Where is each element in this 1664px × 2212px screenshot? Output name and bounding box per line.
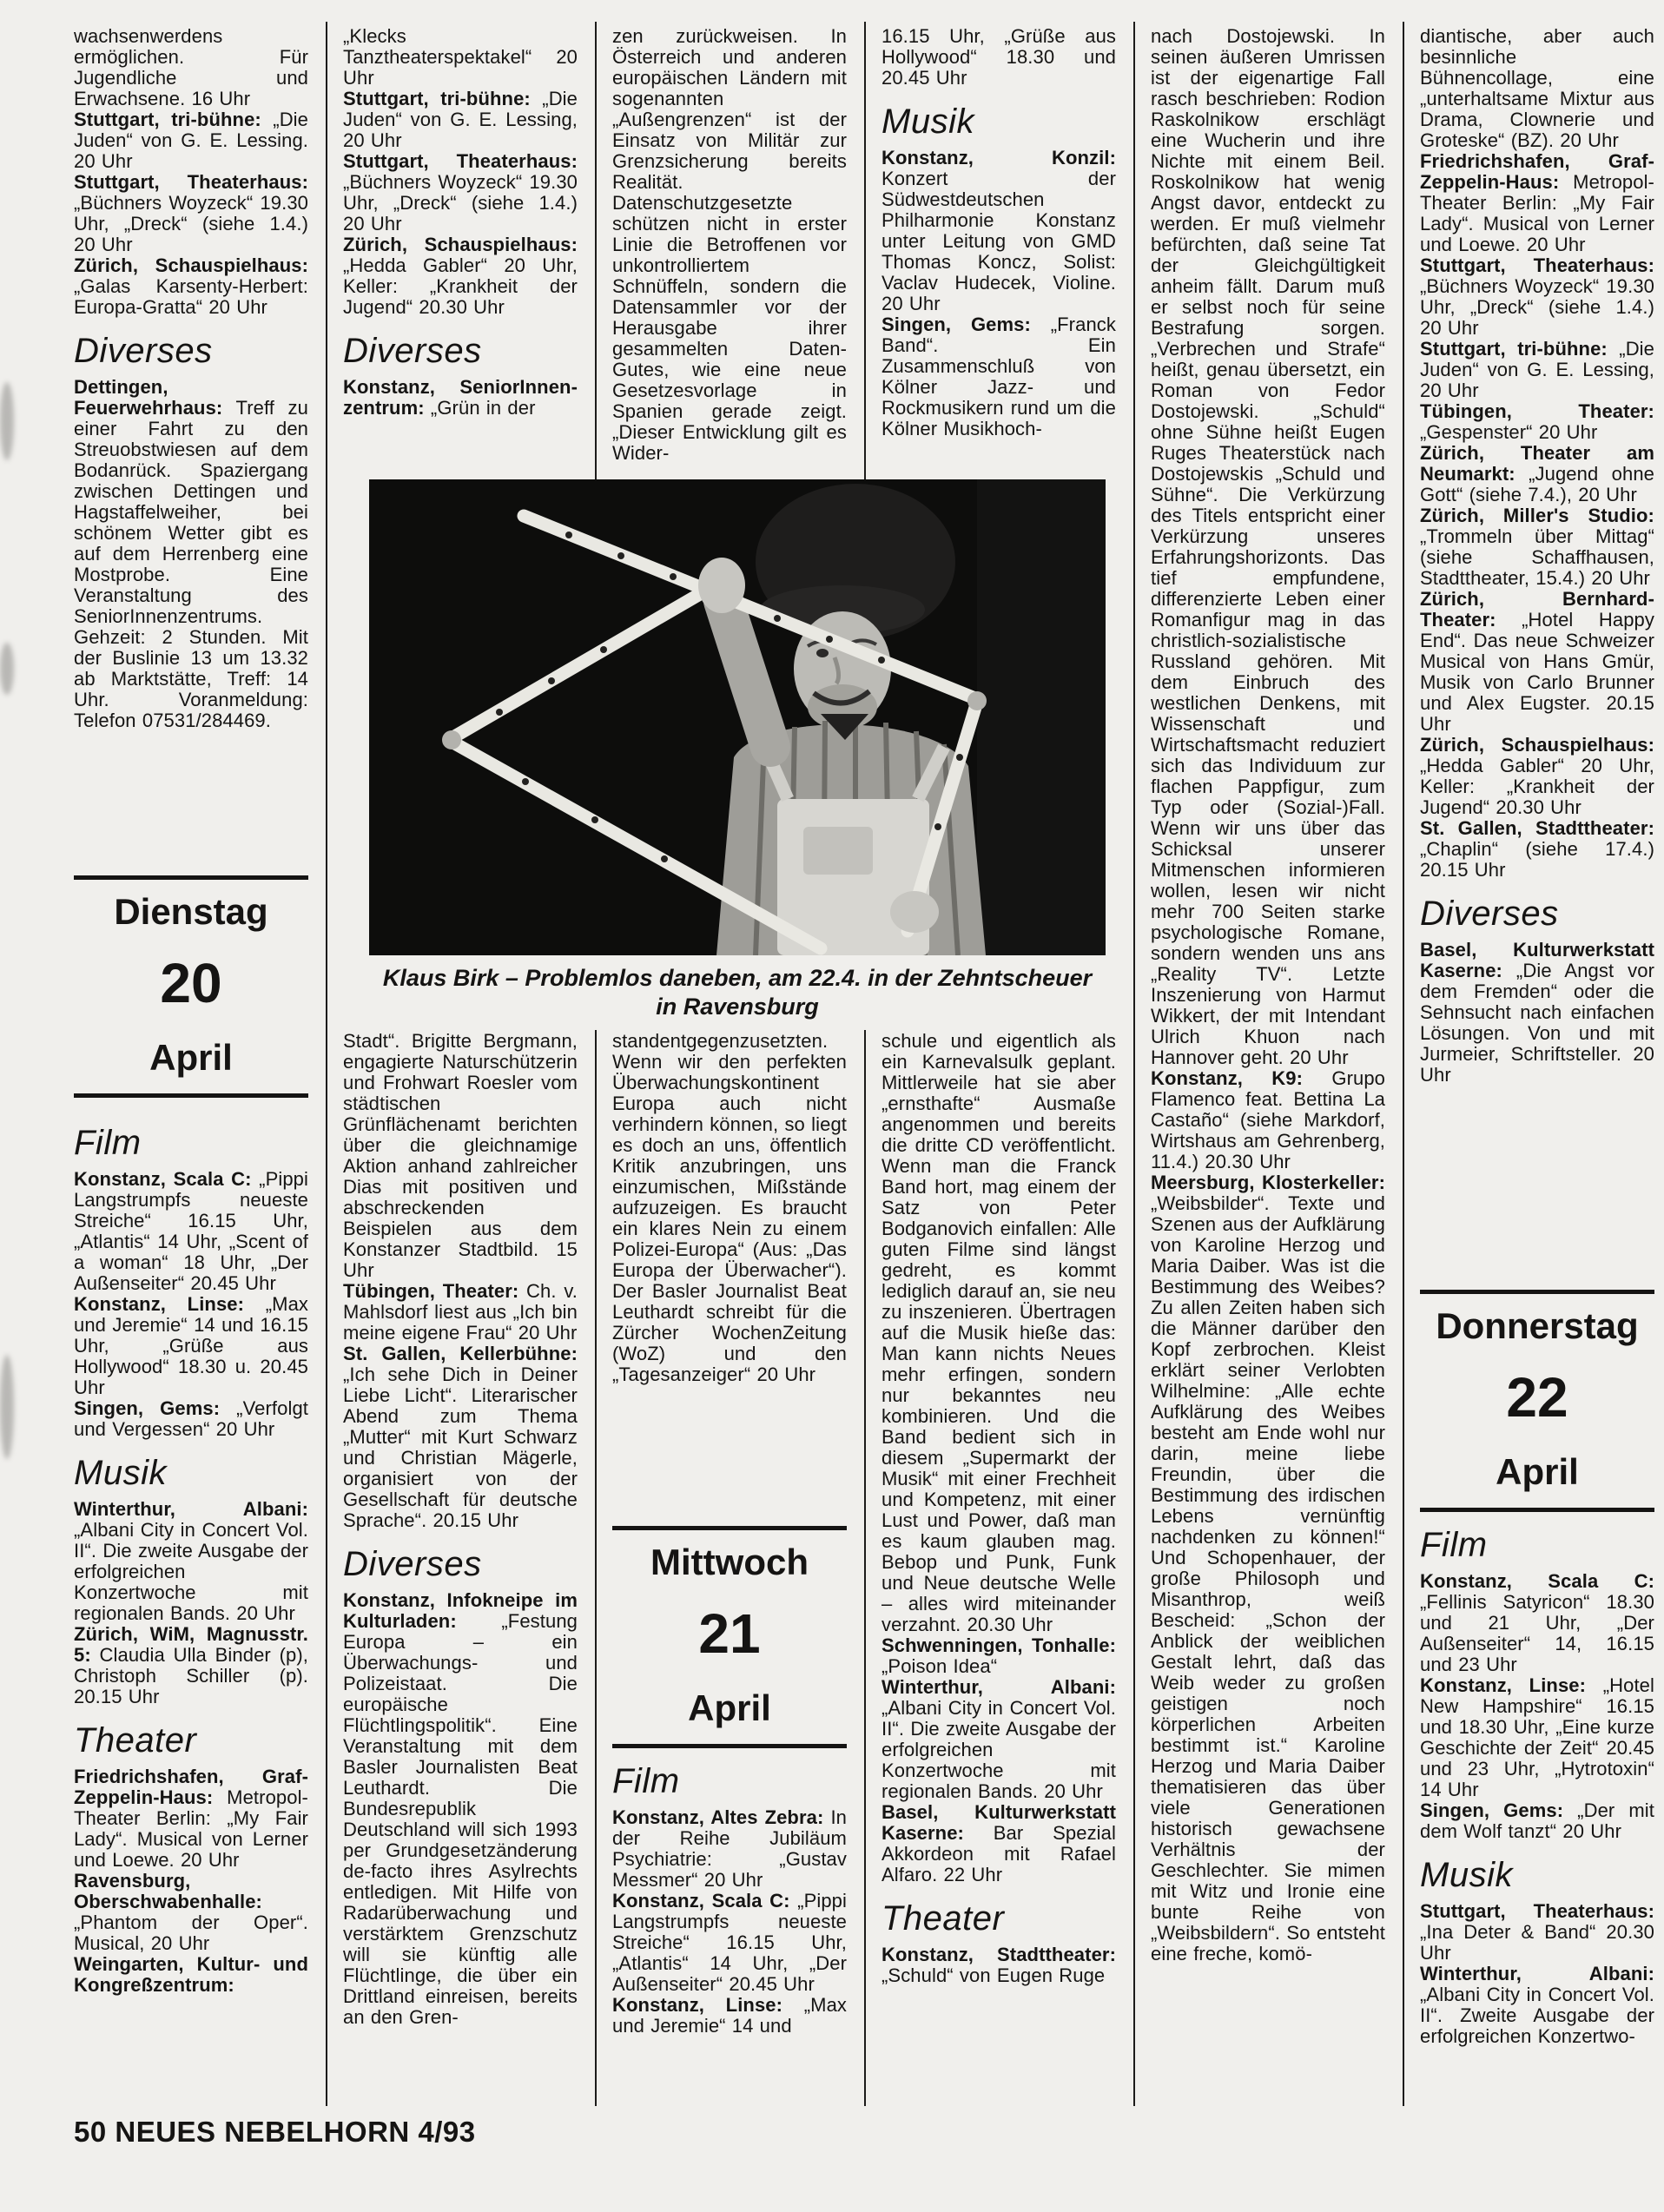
listing-entry	[1420, 1964, 1654, 2047]
listing-entry	[74, 1169, 308, 1294]
section-header: Diverses	[343, 1545, 482, 1583]
scan-artifact	[0, 382, 14, 460]
day-number: 22	[1506, 1366, 1568, 1429]
column-3-middle	[612, 1031, 847, 1526]
listing-entry	[1420, 1800, 1654, 1842]
venue-name: Konstanz, Stadttheater:	[882, 1944, 1116, 1965]
listing-entry	[1420, 443, 1654, 505]
day-month: April	[1496, 1451, 1579, 1492]
event-photo	[369, 479, 1106, 955]
listing-entry	[74, 172, 308, 255]
listing-text: „Die Juden“ von G. E. Lessing. 20 Uhr	[74, 109, 308, 172]
column-3	[612, 26, 847, 2047]
listing-text: In der Reihe Jubiläum Psychiatrie: „Gustav Messmer“ 20 Uhr	[612, 1806, 847, 1891]
listing-text: „Weibsbilder“. Texte und Szenen aus der Aufklärung von Karoline Herzog und Maria Daiber. Was ist die Bestimmung des Weibes? Zu allen Zeiten haben sich die Männer darüber den Kopf zerbrochen. Kleist erklärt seiner Verlobten Wilhelmine: „Alle echte Aufklärung des Weibes besteht am Ende wohl nur darin, meine liebe Freundin, über die Bestimmung des irdischen Lebens vernünftig nachdenken zu können!“ Und Schopenhauer, der große Philosoph und Misanthrop, weiß Bescheid: „Schon der Anblick der weiblichen Gestalt lehrt, daß das Weib weder zu großen geistigen noch körperlichen Arbeiten bestimmt ist.“ Karoline Herzog und Maria Daiber thematisieren das über viele Generationen historisch gewachsene Verhältnis der Geschlechter. Sie mimen mit Witz und Ironie eine bunte Reihe von „Weibsbildern“. So entsteht eine freche, komö-	[1151, 1192, 1385, 1964]
listing-text: „Pippi Langstrumpfs neueste Streiche“ 16.15 Uhr, „Atlantis“ 14 Uhr, „Scent of a woman“ 18 Uhr, „Der Außenseiter“ 20.45 Uhr	[74, 1168, 308, 1294]
photo-caption: Klaus Birk – Problemlos daneben, am 22.4. in der Zehntscheuer in Ravensburg	[382, 965, 1093, 1020]
continuation-text: „Klecks Tanztheaterspektakel“ 20 Uhr	[343, 26, 578, 89]
continuation-text: wachsenwerdens ermöglichen. Für Jugendliche und Erwachsene. 16 Uhr	[74, 26, 308, 109]
column-5	[1151, 26, 1385, 2047]
venue-name: Zürich, Theater am Neumarkt:	[1420, 442, 1654, 485]
venue-name: Stuttgart, tri-bühne:	[343, 88, 531, 109]
venue-name: Konstanz, Linse:	[74, 1293, 245, 1315]
section-header: Film	[74, 1124, 142, 1162]
venue-name: Konstanz, SeniorInnen-zentrum:	[343, 376, 578, 419]
listing-entry	[343, 1344, 578, 1531]
section-header: Musik	[882, 102, 974, 141]
venue-name: Stuttgart, Theaterhaus:	[74, 171, 308, 193]
day-number: 21	[698, 1602, 761, 1665]
column-1-top	[74, 26, 308, 875]
section-header: Diverses	[74, 332, 213, 370]
column-layout	[74, 26, 1654, 2047]
listing-text: Ch. v. Mahlsdorf liest aus „Ich bin meine eigene Frau“ 20 Uhr	[343, 1280, 578, 1344]
column-4-bottom	[882, 1031, 1116, 1986]
venue-name: Ravensburg, Oberschwabenhalle:	[74, 1870, 262, 1912]
listing-text: „Phantom der Oper“. Musical, 20 Uhr	[74, 1912, 308, 1954]
listing-text: „Max und Jeremie“ 14 und 16.15 Uhr, „Grüße aus Hollywood“ 18.30 u. 20.45 Uhr	[74, 1293, 308, 1398]
listing-text: „Hedda Gabler“ 20 Uhr, Keller: „Krankheit der Jugend“ 20.30 Uhr	[343, 254, 578, 318]
column-2-bottom	[343, 1031, 578, 2028]
listing-text: „Grün in der	[424, 397, 536, 419]
venue-name: Konstanz, Scala C:	[612, 1890, 790, 1912]
venue-name: Winterthur, Albani:	[74, 1498, 308, 1520]
listing-text: Claudia Ulla Binder (p), Christoph Schiller (p). 20.15 Uhr	[74, 1644, 308, 1707]
listing-entry	[1151, 1172, 1385, 1964]
listing-entry	[74, 1766, 308, 1871]
section-header: Film	[612, 1762, 680, 1800]
section-header: Theater	[74, 1721, 197, 1760]
venue-name: Singen, Gems:	[1420, 1799, 1564, 1821]
listing-entry	[612, 1891, 847, 1995]
venue-name: Stuttgart, tri-bühne:	[1420, 338, 1608, 360]
listing-text: „Hotel New Hampshire“ 16.15 und 18.30 Uhr, „Eine kurze Geschichte der Zeit“ 20.45 und 23 Uhr, „Hytrotoxin“ 14 Uhr	[1420, 1674, 1654, 1800]
venue-name: Stuttgart, tri-bühne:	[74, 109, 261, 130]
listing-text: „Fellinis Satyricon“ 18.30 und 21 Uhr, „Der Außenseiter“ 14, 16.15 und 23 Uhr	[1420, 1591, 1654, 1675]
listing-entry	[343, 234, 578, 318]
listing-entry	[1420, 1901, 1654, 1964]
continuation-text: zen zurückweisen. In Österreich und anderen europäischen Ländern mit sogenannten „Außengrenzen“ ist der Einsatz von Militär zur Grenzsicherung bereits Realität. Datenschutzgesetzte schützen nicht in erster Linie die Betroffenen vor unkontrolliertem Schnüffeln, sondern die Datensammler vor der Herausgabe ihrer gesammelten Daten-Gutes, wie eine neue Gesetzesvorlage in Spanien gerade zeigt. „Dieser Entwicklung gilt es Wider-	[612, 26, 847, 464]
listing-entry	[882, 1802, 1116, 1885]
listing-entry	[1420, 401, 1654, 443]
continuation-text: 16.15 Uhr, „Grüße aus Hollywood“ 18.30 und 20.45 Uhr	[882, 26, 1116, 89]
column-2	[343, 26, 578, 2047]
column-4	[882, 26, 1116, 2047]
section-header: Musik	[1420, 1856, 1513, 1894]
listing-entry	[74, 377, 308, 731]
venue-name: Zürich, Bernhard-Theater:	[1420, 588, 1654, 631]
column-6-bottom	[1420, 1290, 1654, 2047]
venue-name: Stuttgart, Theaterhaus:	[343, 150, 578, 172]
listing-text: „Gespenster“ 20 Uhr	[1420, 421, 1598, 443]
venue-name: Winterthur, Albani:	[882, 1676, 1116, 1698]
day-name: Donnerstag	[1436, 1305, 1639, 1346]
listing-entry	[1420, 940, 1654, 1086]
scan-artifact	[0, 643, 14, 695]
listing-entry	[74, 109, 308, 172]
venue-name: St. Gallen, Stadttheater:	[1420, 817, 1654, 839]
listing-text: Konzert der Südwestdeutschen Philharmonie Konstanz unter Leitung von GMD Thomas Koncz, Solist: Vaclav Hudecek, Violine. 20 Uhr	[882, 168, 1116, 314]
listing-text: „Chaplin“ (siehe 17.4.) 20.15 Uhr	[1420, 838, 1654, 881]
section-header: Theater	[882, 1899, 1005, 1938]
venue-name: St. Gallen, Kellerbühne:	[343, 1343, 578, 1364]
venue-name: Konstanz, Konzil:	[882, 147, 1116, 168]
listing-entry	[74, 1954, 308, 1996]
venue-name: Tübingen, Theater:	[343, 1280, 519, 1302]
column-6	[1420, 26, 1654, 2047]
listing-text: „Büchners Woyzeck“ 19.30 Uhr, „Dreck“ (siehe 1.4.) 20 Uhr	[343, 171, 578, 234]
section-header: Musik	[74, 1454, 167, 1492]
listing-text: „Festung Europa – ein Überwachungs- und Polizeistaat. Die europäische Flüchtlingspolitik“. Eine Veranstaltung mit dem Basler Journalisten Beat Leuthardt. Die Bundesrepublik Deutschland will sich 1993 per Grundgesetzänderung de-facto ihres Asylrechts entledigen. Mit Hilfe von Radarüberwachung und verstärktem Grenzschutz will sie künftig alle Flüchtlinge, die über ein Drittland einreisen, bereits an den Gren-	[343, 1610, 578, 2028]
listing-text: „Albani City in Concert Vol. II“. Die zweite Ausgabe der erfolgreichen Konzertwoche mit regionalen Bands. 20 Uhr	[882, 1697, 1116, 1802]
venue-name: Tübingen, Theater:	[1420, 400, 1654, 422]
listing-entry	[882, 1635, 1116, 1677]
listing-text: Bar Spezial Akkordeon mit Rafael Alfaro. 22 Uhr	[882, 1822, 1116, 1885]
listing-text: „Pippi Langstrumpfs neueste Streiche“ 16.15 Uhr, „Atlantis“ 14 Uhr, „Der Außenseiter“ 20.45 Uhr	[612, 1890, 847, 1995]
listing-entry	[1420, 818, 1654, 881]
section-header: Film	[1420, 1526, 1488, 1564]
listing-entry	[882, 1677, 1116, 1802]
day-name: Dienstag	[114, 891, 268, 932]
column-3-bottom	[612, 1526, 847, 2037]
column-1	[74, 26, 308, 2047]
listing-entry	[74, 1499, 308, 1624]
listing-text: „Die Juden“ von G. E. Lessing, 20 Uhr	[1420, 338, 1654, 401]
venue-name: Konstanz, Altes Zebra:	[612, 1806, 824, 1828]
listing-text: „Max und Jeremie“ 14 und	[612, 1994, 847, 2037]
venue-name: Konstanz, Linse:	[612, 1994, 783, 2016]
column-6-top	[1420, 26, 1654, 1290]
venue-name: Basel, Kulturwerkstatt Kaserne:	[1420, 939, 1654, 981]
venue-name: Konstanz, Infokneipe im Kulturladen:	[343, 1589, 578, 1632]
venue-name: Friedrichshafen, Graf-Zeppelin-Haus:	[74, 1766, 308, 1808]
continuation-text: diantische, aber auch besinnliche Bühnencollage, eine „unterhaltsame Mixtur aus Drama, Clownerie und Groteske“ (BZ). 20 Uhr	[1420, 26, 1654, 151]
venue-name: Meersburg, Klosterkeller:	[1151, 1172, 1385, 1193]
listing-text: „Ina Deter & Band“ 20.30 Uhr	[1420, 1921, 1654, 1964]
listing-entry	[343, 377, 578, 419]
listing-entry	[1420, 735, 1654, 818]
listing-entry	[343, 89, 578, 151]
listing-text: „Der mit dem Wolf tanzt“ 20 Uhr	[1420, 1799, 1654, 1842]
photo-illustration	[369, 479, 1106, 955]
listing-text: „Schuld“ von Eugen Ruge	[882, 1964, 1106, 1986]
continuation-text: standentgegenzusetzten. Wenn wir den perfekten Überwachungskontinent Europa auch nicht verhindern können, so liegt es doch an uns, öffentlich Kritik anzubringen, uns einzumischen, Mißstände aufzuzeigen. Es braucht ein klares Nein zu einem Polizei-Europa“ (Aus: „Das Europa der Überwacher“). Der Basler Journalist Beat Leuthardt schreibt für die Zürcher WochenZeitung (WoZ) und den „Tagesanzeiger“ 20 Uhr	[612, 1031, 847, 1385]
listing-text: „Hedda Gabler“ 20 Uhr, Keller: „Krankheit der Jugend“ 20.30 Uhr	[1420, 755, 1654, 818]
venue-name: Zürich, Miller's Studio:	[1420, 505, 1654, 526]
listing-text: „Die Angst vor dem Fremden“ oder die Sehnsucht nach einfachen Lösungen. Von und mit Jurmeier, Schriftsteller. 20 Uhr	[1420, 960, 1654, 1086]
venue-name: Stuttgart, Theaterhaus:	[1420, 1900, 1654, 1922]
venue-name: Konstanz, Scala C:	[74, 1168, 252, 1190]
venue-name: Zürich, Schauspielhaus:	[1420, 734, 1654, 756]
venue-name: Basel, Kulturwerkstatt Kaserne:	[882, 1801, 1116, 1844]
listing-entry	[74, 1398, 308, 1440]
listing-text: „Franck Band“. Ein Zusammenschluß von Kölner Jazz- und Rockmusikern rund um die Kölner Musikhoch-	[882, 314, 1116, 439]
section-header: Diverses	[343, 332, 482, 370]
listing-entry	[882, 1945, 1116, 1986]
listing-text: „Jugend ohne Gott“ (siehe 7.4.), 20 Uhr	[1420, 463, 1654, 505]
venue-name: Singen, Gems:	[882, 314, 1031, 335]
venue-name: Konstanz, K9:	[1151, 1067, 1304, 1089]
listing-entry	[74, 1624, 308, 1707]
listing-text: „Galas Karsenty-Herbert: Europa-Gratta“ 20 Uhr	[74, 275, 308, 318]
day-month: April	[688, 1687, 771, 1728]
column-1-bottom	[74, 1110, 308, 1996]
listing-entry	[343, 1281, 578, 1344]
venue-name: Singen, Gems:	[74, 1397, 221, 1419]
listing-entry	[343, 1590, 578, 2028]
venue-name: Konstanz, Scala C:	[1420, 1570, 1654, 1592]
listing-entry	[74, 1294, 308, 1398]
listing-entry	[1420, 589, 1654, 735]
venue-name: Zürich, Schauspielhaus:	[74, 254, 308, 276]
listing-text: Metropol-Theater Berlin: „My Fair Lady“. Musical von Lerner und Loewe. 20 Uhr	[74, 1786, 308, 1871]
listing-entry	[1420, 1571, 1654, 1675]
section-header: Diverses	[1420, 895, 1559, 933]
column-1-dayheader	[74, 875, 308, 1110]
venue-name: Zürich, WiM, Magnusstr. 5:	[74, 1623, 308, 1666]
listing-text: „Hotel Happy End“. Das neue Schweizer Musical von Hans Gmür, Musik von Carlo Brunner und Alex Eugster. 20.15 Uhr	[1420, 609, 1654, 735]
continuation-text: nach Dostojewski. In seinen äußeren Umrissen ist der eigenartige Fall rasch beschrieben: Rodion Raskolnikow erschlägt eine Wucherin und ihre Nichte mit einem Beil. Roskolnikow hat wenig Angst davor, entdeckt zu werden. Er muß vielmehr befürchten, daß seine Tat der Gleichgültigkeit anheim fällt. Darum muß er selbst noch für seine Bestrafung sorgen. „Verbrechen und Strafe“ heißt, genau übersetzt, ein Roman von Fedor Dostojewski. „Schuld“ ohne Sühne heißt Eugen Ruges Theaterstück nach Dostojewskis „Schuld und Sühne“. Die Verkürzung des Titels entspricht einer Verkürzung unseres Erfahrungshorizonts. Das tief empfundene, differenzierte Leben einer Romanfigur mag in das christlich-sozialistische Russland gehören. Mit dem Einbruch des westlichen Denkens, mit Wissenschaft und Wirtschaftsmacht reduziert sich das Individuum zur flachen Pappfigur, zum Typ oder (Sozial-)Fall. Wenn wir uns über das Schicksal unserer Mitmenschen informieren wollen, lesen wir nicht mehr 700 Seiten starke psychologische Romane, sondern wenden uns ans „Reality TV“. Letzte Inszenierung von Harmut Wikkert, der mit Intendant Ulrich Khuon nach Hannover geht. 20 Uhr	[1151, 26, 1385, 1068]
day-header	[612, 1526, 847, 1748]
photo-caption-box	[369, 955, 1106, 1030]
venue-name: Weingarten, Kultur- und Kongreßzentrum:	[74, 1953, 308, 1996]
day-number: 20	[160, 952, 222, 1014]
listing-text: Treff zu einer Fahrt zu den Streuobstwiesen auf dem Bodanrück. Spaziergang zwischen Dettingen und Hagstaffelweiher, bei schönem Wetter gibt es auf dem Herrenberg eine Mostprobe. Eine Veranstaltung des SeniorInnenzentrums. Gehzeit: 2 Stunden. Mit der Buslinie 13 um 13.32 ab Marktstätte, Treff: 14 Uhr. Voranmeldung: Telefon 07531/284469.	[74, 397, 308, 731]
venue-name: Dettingen, Feuerwehrhaus:	[74, 376, 223, 419]
listing-text: Grupo Flamenco feat. Bettina La Castaño“ (siehe Markdorf, Wirtshaus am Gehrenberg, 11.4.) 20.30 Uhr	[1151, 1067, 1385, 1172]
listing-entry	[612, 1995, 847, 2037]
continuation-text: Stadt“. Brigitte Bergmann, engagierte Naturschützerin und Frohwart Roesler vom städtischen Grünflächenamt berichten über die gleichnamige Aktion anhand zahlreicher Dias mit positiven und abschreckenden Beispielen aus dem Konstanzer Stadtbild. 15 Uhr	[343, 1031, 578, 1281]
listing-text: „Albani City in Concert Vol. II“. Zweite Ausgabe der erfolgreichen Konzertwo-	[1420, 1984, 1654, 2047]
day-header	[1420, 1290, 1654, 1512]
listing-text: „Ich sehe Dich in Deiner Liebe Licht“. Literarischer Abend zum Thema „Mutter“ mit Kurt Schwarz und Christian Mägerle, organisiert von der Gesellschaft für deutsche Sprache“. 20.15 Uhr	[343, 1364, 578, 1531]
listing-text: „Poison Idea“	[882, 1655, 998, 1677]
listing-entry	[74, 255, 308, 318]
listing-text: „Albani City in Concert Vol. II“. Die zweite Ausgabe der erfolgreichen Konzertwoche mit regionalen Bands. 20 Uhr	[74, 1519, 308, 1624]
day-name: Mittwoch	[650, 1542, 809, 1582]
listing-text: „Die Juden“ von G. E. Lessing, 20 Uhr	[343, 88, 578, 151]
day-header	[74, 875, 308, 1098]
venue-name: Friedrichshafen, Graf-Zeppelin-Haus:	[1420, 150, 1654, 193]
venue-name: Zürich, Schauspielhaus:	[343, 234, 578, 255]
column-5-text	[1151, 26, 1385, 1964]
venue-name: Schwenningen, Tonhalle:	[882, 1634, 1116, 1656]
listing-entry	[882, 314, 1116, 439]
venue-name: Konstanz, Linse:	[1420, 1674, 1587, 1696]
listing-text: „Trommeln über Mittag“ (siehe Schaffhausen, Stadttheater, 15.4.) 20 Uhr	[1420, 525, 1654, 589]
listing-text: „Verfolgt und Vergessen“ 20 Uhr	[74, 1397, 308, 1440]
listing-entry	[1420, 151, 1654, 255]
listing-text: „Büchners Woyzeck“ 19.30 Uhr, „Dreck“ (siehe 1.4.) 20 Uhr	[1420, 275, 1654, 339]
listing-entry	[1420, 1675, 1654, 1800]
listing-entry	[343, 151, 578, 234]
listing-text: „Büchners Woyzeck“ 19.30 Uhr, „Dreck“ (siehe 1.4.) 20 Uhr	[74, 192, 308, 255]
day-month: April	[149, 1037, 233, 1078]
listing-entry	[882, 148, 1116, 314]
venue-name: Winterthur, Albani:	[1420, 1963, 1654, 1984]
listing-entry	[612, 1807, 847, 1891]
continuation-text: schule und eigentlich als ein Karnevalsulk geplant. Mittlerweile hat sie aber „ernsthafte“ Ausmaße angenommen und bereits die dritte CD veröffentlicht. Wenn man die Franck Band hort, mag einem der Satz von Peter Bodganovich einfallen: Alle guten Filme sind längst gedreht, es kommt lediglich darauf an, sie neu zu inszenieren. Übertragen auf die Musik hieße das: Man kann nichts Neues mehr erfingen, sondern nur bekanntes neu kombinieren. Und die Band bedient sich in diesem „Supermarkt der Musik“ mit einer Frechheit und Kompetenz, mit einer Lust und Power, daß man es kaum glauben mag. Bebop und Punk, Funk und Neue deutsche Welle – alles wird miteinander verzahnt. 20.30 Uhr	[882, 1031, 1116, 1635]
venue-name: Stuttgart, Theaterhaus:	[1420, 254, 1654, 276]
listing-entry	[1420, 505, 1654, 589]
listing-entry	[74, 1871, 308, 1954]
listing-entry	[1420, 339, 1654, 401]
listing-entry	[1151, 1068, 1385, 1172]
listing-entry	[1420, 255, 1654, 339]
scan-artifact	[0, 1355, 14, 1459]
listing-text: Metropol-Theater Berlin: „My Fair Lady“. Musical von Lerner und Loewe. 20 Uhr	[1420, 171, 1654, 255]
page-footer: 50 NEUES NEBELHORN 4/93	[74, 2116, 476, 2148]
